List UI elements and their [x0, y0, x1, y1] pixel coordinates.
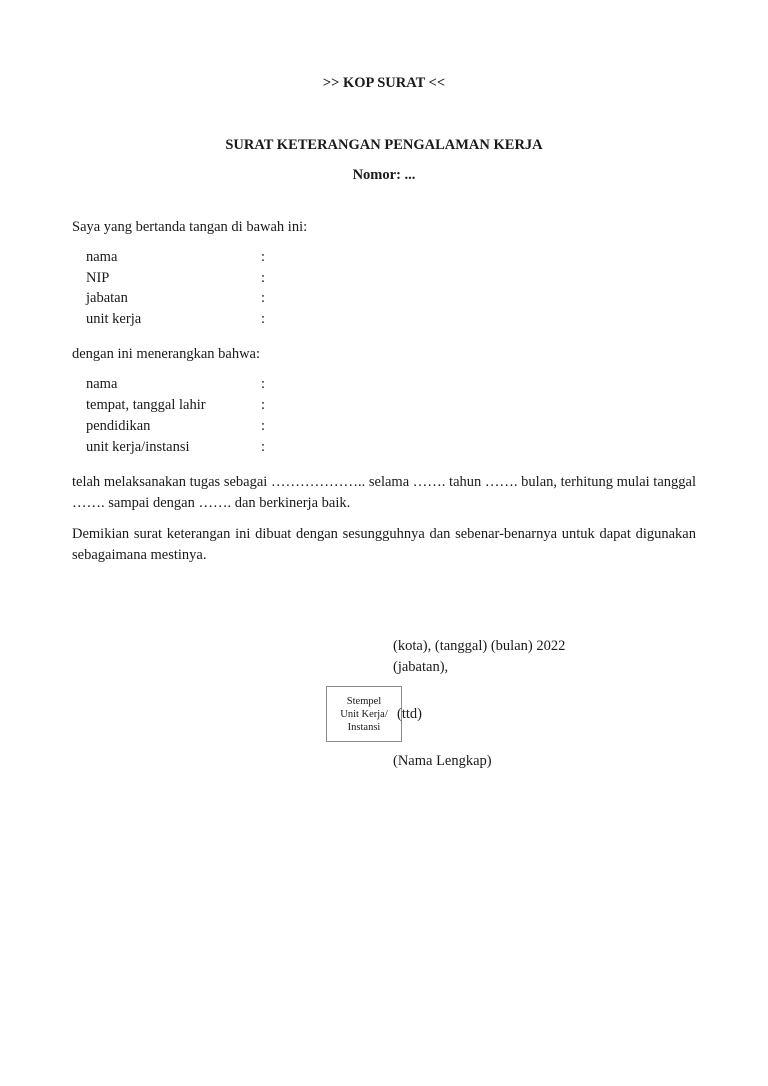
field-colon: :: [261, 418, 266, 434]
body-paragraph-closing: Demikian surat keterangan ini dibuat dengan sesungguhnya dan sebenar-benarnya untuk dapat digunakan sebagaimana mestinya.: [72, 526, 696, 563]
stamp-line: Unit Kerja/: [340, 708, 388, 720]
field-label: nama: [86, 249, 118, 265]
signature-placeholder: (ttd): [397, 706, 422, 722]
field-colon: :: [261, 290, 266, 306]
field-colon: :: [261, 376, 266, 392]
subject-intro: dengan ini menerangkan bahwa:: [72, 346, 261, 362]
field-colon: :: [261, 249, 266, 265]
signer-position: (jabatan),: [393, 659, 449, 675]
body-paragraph-duty: telah melaksanakan tugas sebagai ……………….. selama ……. tahun ……. bulan, terhitung mulai tanggal ……. sampai dengan ……. dan berkinerja baik.: [72, 474, 696, 511]
field-colon: :: [261, 311, 266, 327]
letter-title: SURAT KETERANGAN PENGALAMAN KERJA: [225, 137, 543, 153]
field-label: unit kerja/instansi: [86, 439, 190, 455]
field-label: tempat, tanggal lahir: [86, 397, 206, 413]
signer-intro: Saya yang bertanda tangan di bawah ini:: [72, 219, 308, 235]
field-colon: :: [261, 397, 266, 413]
field-label: pendidikan: [86, 418, 151, 434]
field-colon: :: [261, 439, 266, 455]
letterhead-placeholder: >> KOP SURAT <<: [322, 75, 446, 91]
place-date: (kota), (tanggal) (bulan) 2022: [393, 638, 566, 654]
letter-number: Nomor: ...: [352, 167, 416, 183]
field-label: nama: [86, 376, 118, 392]
stamp-box: [326, 686, 402, 742]
field-colon: :: [261, 270, 266, 286]
signer-full-name: (Nama Lengkap): [393, 753, 492, 769]
field-label: unit kerja: [86, 311, 142, 327]
stamp-line: Instansi: [347, 721, 381, 733]
field-label: jabatan: [86, 290, 128, 306]
field-label: NIP: [86, 270, 110, 286]
stamp-line: Stempel: [346, 695, 382, 707]
